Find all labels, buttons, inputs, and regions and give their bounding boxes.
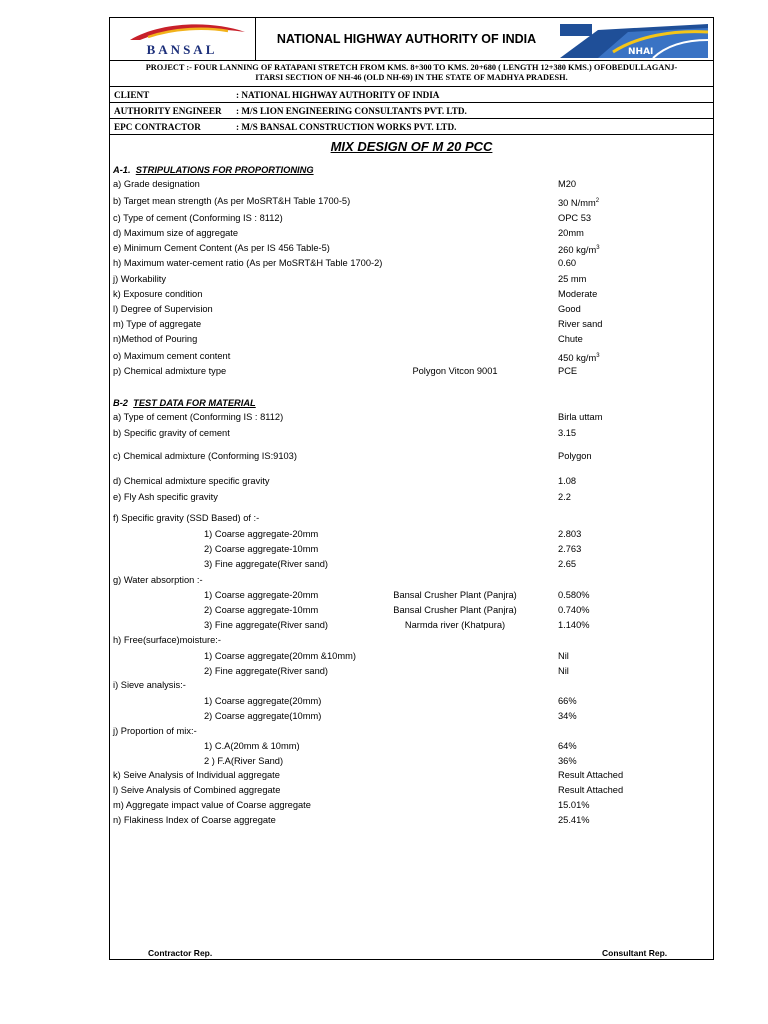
a1-row-label: c) Type of cement (Conforming IS : 8112) [113, 213, 283, 223]
document-title [110, 139, 713, 154]
b2-row-value-text: 3.15 [558, 428, 577, 438]
a1-row-value [558, 289, 597, 300]
page-title: NATIONAL HIGHWAY AUTHORITY OF INDIA [255, 18, 559, 60]
a1-row-label: k) Exposure condition [113, 289, 203, 299]
b2-row-label: 1) C.A(20mm & 10mm) [204, 741, 300, 751]
authority-engineer-row [110, 103, 713, 119]
a1-row-value-text: Good [558, 304, 581, 314]
b2-row-label: 2) Coarse aggregate(10mm) [204, 711, 322, 721]
b2-row-value [558, 529, 581, 540]
section-a1-prefix: A-1 [113, 165, 128, 175]
b2-row-value [558, 590, 590, 601]
project-line-2: ITARSI SECTION OF NH-46 (OLD NH-69) IN THE STATE OF MADHYA PRADESH. [255, 73, 568, 82]
b2-row-label: j) Proportion of mix:- [113, 726, 197, 736]
authority-engineer-value: : M/S LION ENGINEERING CONSULTANTS PVT. LTD. [236, 106, 467, 116]
consultant-signature-label: Consultant Rep. [602, 948, 668, 958]
b2-row-label: c) Chemical admixture (Conforming IS:9103) [113, 451, 297, 461]
a1-row-value-text: OPC 53 [558, 213, 592, 223]
b2-row-value-text: 34% [558, 711, 577, 721]
b2-row-value [558, 815, 590, 826]
b2-row-value [558, 770, 623, 781]
b2-row-value [558, 666, 569, 677]
b2-row-value [558, 785, 623, 796]
a1-row-value-text: PCE [558, 366, 578, 376]
b2-row-value [558, 651, 569, 662]
nhai-logo-text: NHAI [628, 47, 654, 57]
a1-row-source: Polygon Vitcon 9001 [412, 366, 498, 376]
b2-row-value-text: 1.140% [558, 620, 590, 630]
b2-row-value [558, 605, 590, 616]
b2-row-value [558, 559, 576, 570]
b2-row-value-text: 2.2 [558, 492, 571, 502]
a1-row-value-text: 260 kg/m [558, 245, 597, 256]
b2-row-value [558, 756, 577, 767]
document-frame [109, 17, 714, 960]
a1-row-value-superscript: 3 [596, 245, 600, 251]
a1-row-label: b) Target mean strength (As per MoSRT&H Table 1700-5) [113, 196, 351, 206]
b2-row-label: a) Type of cement (Conforming IS : 8112) [113, 412, 284, 422]
b2-row-label: 1) Coarse aggregate-20mm [204, 590, 319, 600]
b2-row-label: h) Free(surface)moisture:- [113, 635, 221, 645]
b2-row-value-text: 2.763 [558, 544, 582, 554]
a1-row-label: h) Maximum water-cement ratio (As per MoSRT&H Table 1700-2) [113, 258, 383, 268]
b2-row-value-text: Nil [558, 651, 569, 661]
b2-row-value [558, 696, 577, 707]
b2-row-value [558, 492, 571, 503]
b2-row-source: Bansal Crusher Plant (Panjra) [393, 605, 517, 615]
bansal-logo-text: BANSAL [146, 42, 218, 57]
b2-row-value [558, 476, 576, 487]
b2-row-label: 2) Coarse aggregate-10mm [204, 544, 319, 554]
epc-contractor-value: : M/S BANSAL CONSTRUCTION WORKS PVT. LTD. [236, 122, 457, 132]
b2-row-value-text: 66% [558, 696, 577, 706]
b2-row-label: d) Chemical admixture specific gravity [113, 476, 270, 486]
b2-row-value-text: 25.41% [558, 815, 590, 825]
b2-row-value [558, 800, 590, 811]
b2-row-value [558, 741, 577, 752]
epc-contractor-row [110, 119, 713, 135]
a1-row-label: j) Workability [113, 274, 167, 284]
b2-row-label: k) Seive Analysis of Individual aggregate [113, 770, 280, 780]
b2-row-source: Bansal Crusher Plant (Panjra) [393, 590, 517, 600]
a1-row-value [558, 243, 600, 256]
project-description [110, 60, 713, 87]
b2-row-label: e) Fly Ash specific gravity [113, 492, 218, 502]
b2-row-value-text: Polygon [558, 451, 592, 461]
a1-row-value [558, 196, 599, 209]
b2-row-label: f) Specific gravity (SSD Based) of :- [113, 513, 260, 523]
a1-row-value [558, 351, 600, 364]
a1-row-value [558, 304, 581, 315]
document-title-text: MIX DESIGN OF M 20 PCC [330, 139, 493, 154]
a1-row-label: d) Maximum size of aggregate [113, 228, 239, 238]
a1-row-value [558, 366, 577, 377]
b2-row-value-text: 1.08 [558, 476, 577, 486]
b2-row-label: g) Water absorption :- [113, 575, 203, 585]
a1-row-value [558, 213, 591, 224]
b2-row-label: m) Aggregate impact value of Coarse aggregate [113, 800, 311, 810]
a1-row-value-superscript: 2 [595, 198, 600, 204]
b2-row-label: 1) Coarse aggregate(20mm &10mm) [204, 651, 356, 661]
bansal-logo [110, 18, 256, 60]
a1-row-value-text: 30 N/mm [558, 198, 596, 209]
b2-row-value-text: 15.01% [558, 800, 590, 810]
section-b2-title: TEST DATA FOR MATERIAL [133, 398, 256, 408]
contractor-signature-label: Contractor Rep. [148, 948, 213, 958]
b2-row-label: 2) Fine aggregate(River sand) [204, 666, 329, 676]
b2-row-label: 2) Coarse aggregate-10mm [204, 605, 319, 615]
b2-row-value-text: 2.65 [558, 559, 577, 569]
a1-row-value-text: Moderate [558, 289, 598, 299]
a1-row-value [558, 258, 576, 269]
header-row [110, 18, 713, 61]
client-row [110, 87, 713, 103]
a1-row-label: p) Chemical admixture type [113, 366, 227, 376]
a1-row-value-text: 0.60 [558, 258, 577, 268]
b2-row-value-text: 2.803 [558, 529, 582, 539]
a1-row-label: o) Maximum cement content [113, 351, 231, 361]
b2-row-value-text: 0.580% [558, 590, 590, 600]
a1-row-value [558, 228, 584, 239]
b2-row-value-text: Result Attached [558, 785, 624, 795]
b2-row-value-text: Result Attached [558, 770, 624, 780]
b2-row-value [558, 451, 592, 462]
a1-row-value-text: M20 [558, 179, 577, 189]
b2-row-value-text: 0.740% [558, 605, 590, 615]
section-a1-heading: A-1. STRIPULATIONS FOR PROPORTIONING [113, 165, 314, 175]
b2-row-label: 2 ) F.A(River Sand) [204, 756, 284, 766]
a1-row-value-text: 450 kg/m [558, 353, 597, 364]
a1-row-label: m) Type of aggregate [113, 319, 202, 329]
b2-row-label: 1) Coarse aggregate(20mm) [204, 696, 322, 706]
a1-row-value [558, 179, 576, 190]
a1-row-value-text: River sand [558, 319, 603, 329]
b2-row-label: 1) Coarse aggregate-20mm [204, 529, 319, 539]
b2-row-label: n) Flakiness Index of Coarse aggregate [113, 815, 276, 825]
section-b2-prefix: B-2 [113, 398, 128, 408]
client-value: : NATIONAL HIGHWAY AUTHORITY OF INDIA [236, 90, 440, 100]
a1-row-label: a) Grade designation [113, 179, 200, 189]
a1-row-value-superscript: 3 [596, 353, 600, 359]
b2-row-label: 3) Fine aggregate(River sand) [204, 559, 329, 569]
project-line-1: PROJECT :- FOUR LANNING OF RATAPANI STRETCH FROM KMS. 8+300 TO KMS. 20+680 ( LENGTH 12+380 KMS.) OFOBEDULLAGANJ- [145, 63, 678, 72]
a1-row-label: e) Minimum Cement Content (As per IS 456 Table-5) [113, 243, 330, 253]
b2-row-label: 3) Fine aggregate(River sand) [204, 620, 329, 630]
b2-row-value [558, 428, 576, 439]
a1-row-label: n)Method of Pouring [113, 334, 198, 344]
authority-engineer-label: AUTHORITY ENGINEER [114, 106, 222, 116]
client-label: CLIENT [114, 90, 150, 100]
b2-row-label: b) Specific gravity of cement [113, 428, 230, 438]
b2-row-value-text: Nil [558, 666, 569, 676]
b2-row-value-text: 64% [558, 741, 577, 751]
a1-row-value [558, 319, 602, 330]
section-a1-title: STRIPULATIONS FOR PROPORTIONING [135, 165, 314, 175]
b2-row-value [558, 620, 590, 631]
a1-row-value-text: 20mm [558, 228, 584, 238]
a1-row-value [558, 334, 583, 345]
epc-contractor-label: EPC CONTRACTOR [114, 122, 201, 132]
b2-row-value [558, 412, 602, 423]
b2-row-label: i) Sieve analysis:- [113, 680, 186, 690]
a1-row-label: l) Degree of Supervision [113, 304, 213, 314]
b2-row-value-text: 36% [558, 756, 577, 766]
b2-row-value [558, 711, 577, 722]
a1-row-value [558, 274, 586, 285]
a1-row-value-text: Chute [558, 334, 583, 344]
b2-row-value [558, 544, 581, 555]
b2-row-source: Narmda river (Khatpura) [404, 620, 506, 630]
nhai-logo [558, 18, 713, 60]
b2-row-label: l) Seive Analysis of Combined aggregate [113, 785, 281, 795]
b2-row-value-text: Birla uttam [558, 412, 603, 422]
a1-row-value-text: 25 mm [558, 274, 587, 284]
section-b2-heading [113, 398, 256, 409]
